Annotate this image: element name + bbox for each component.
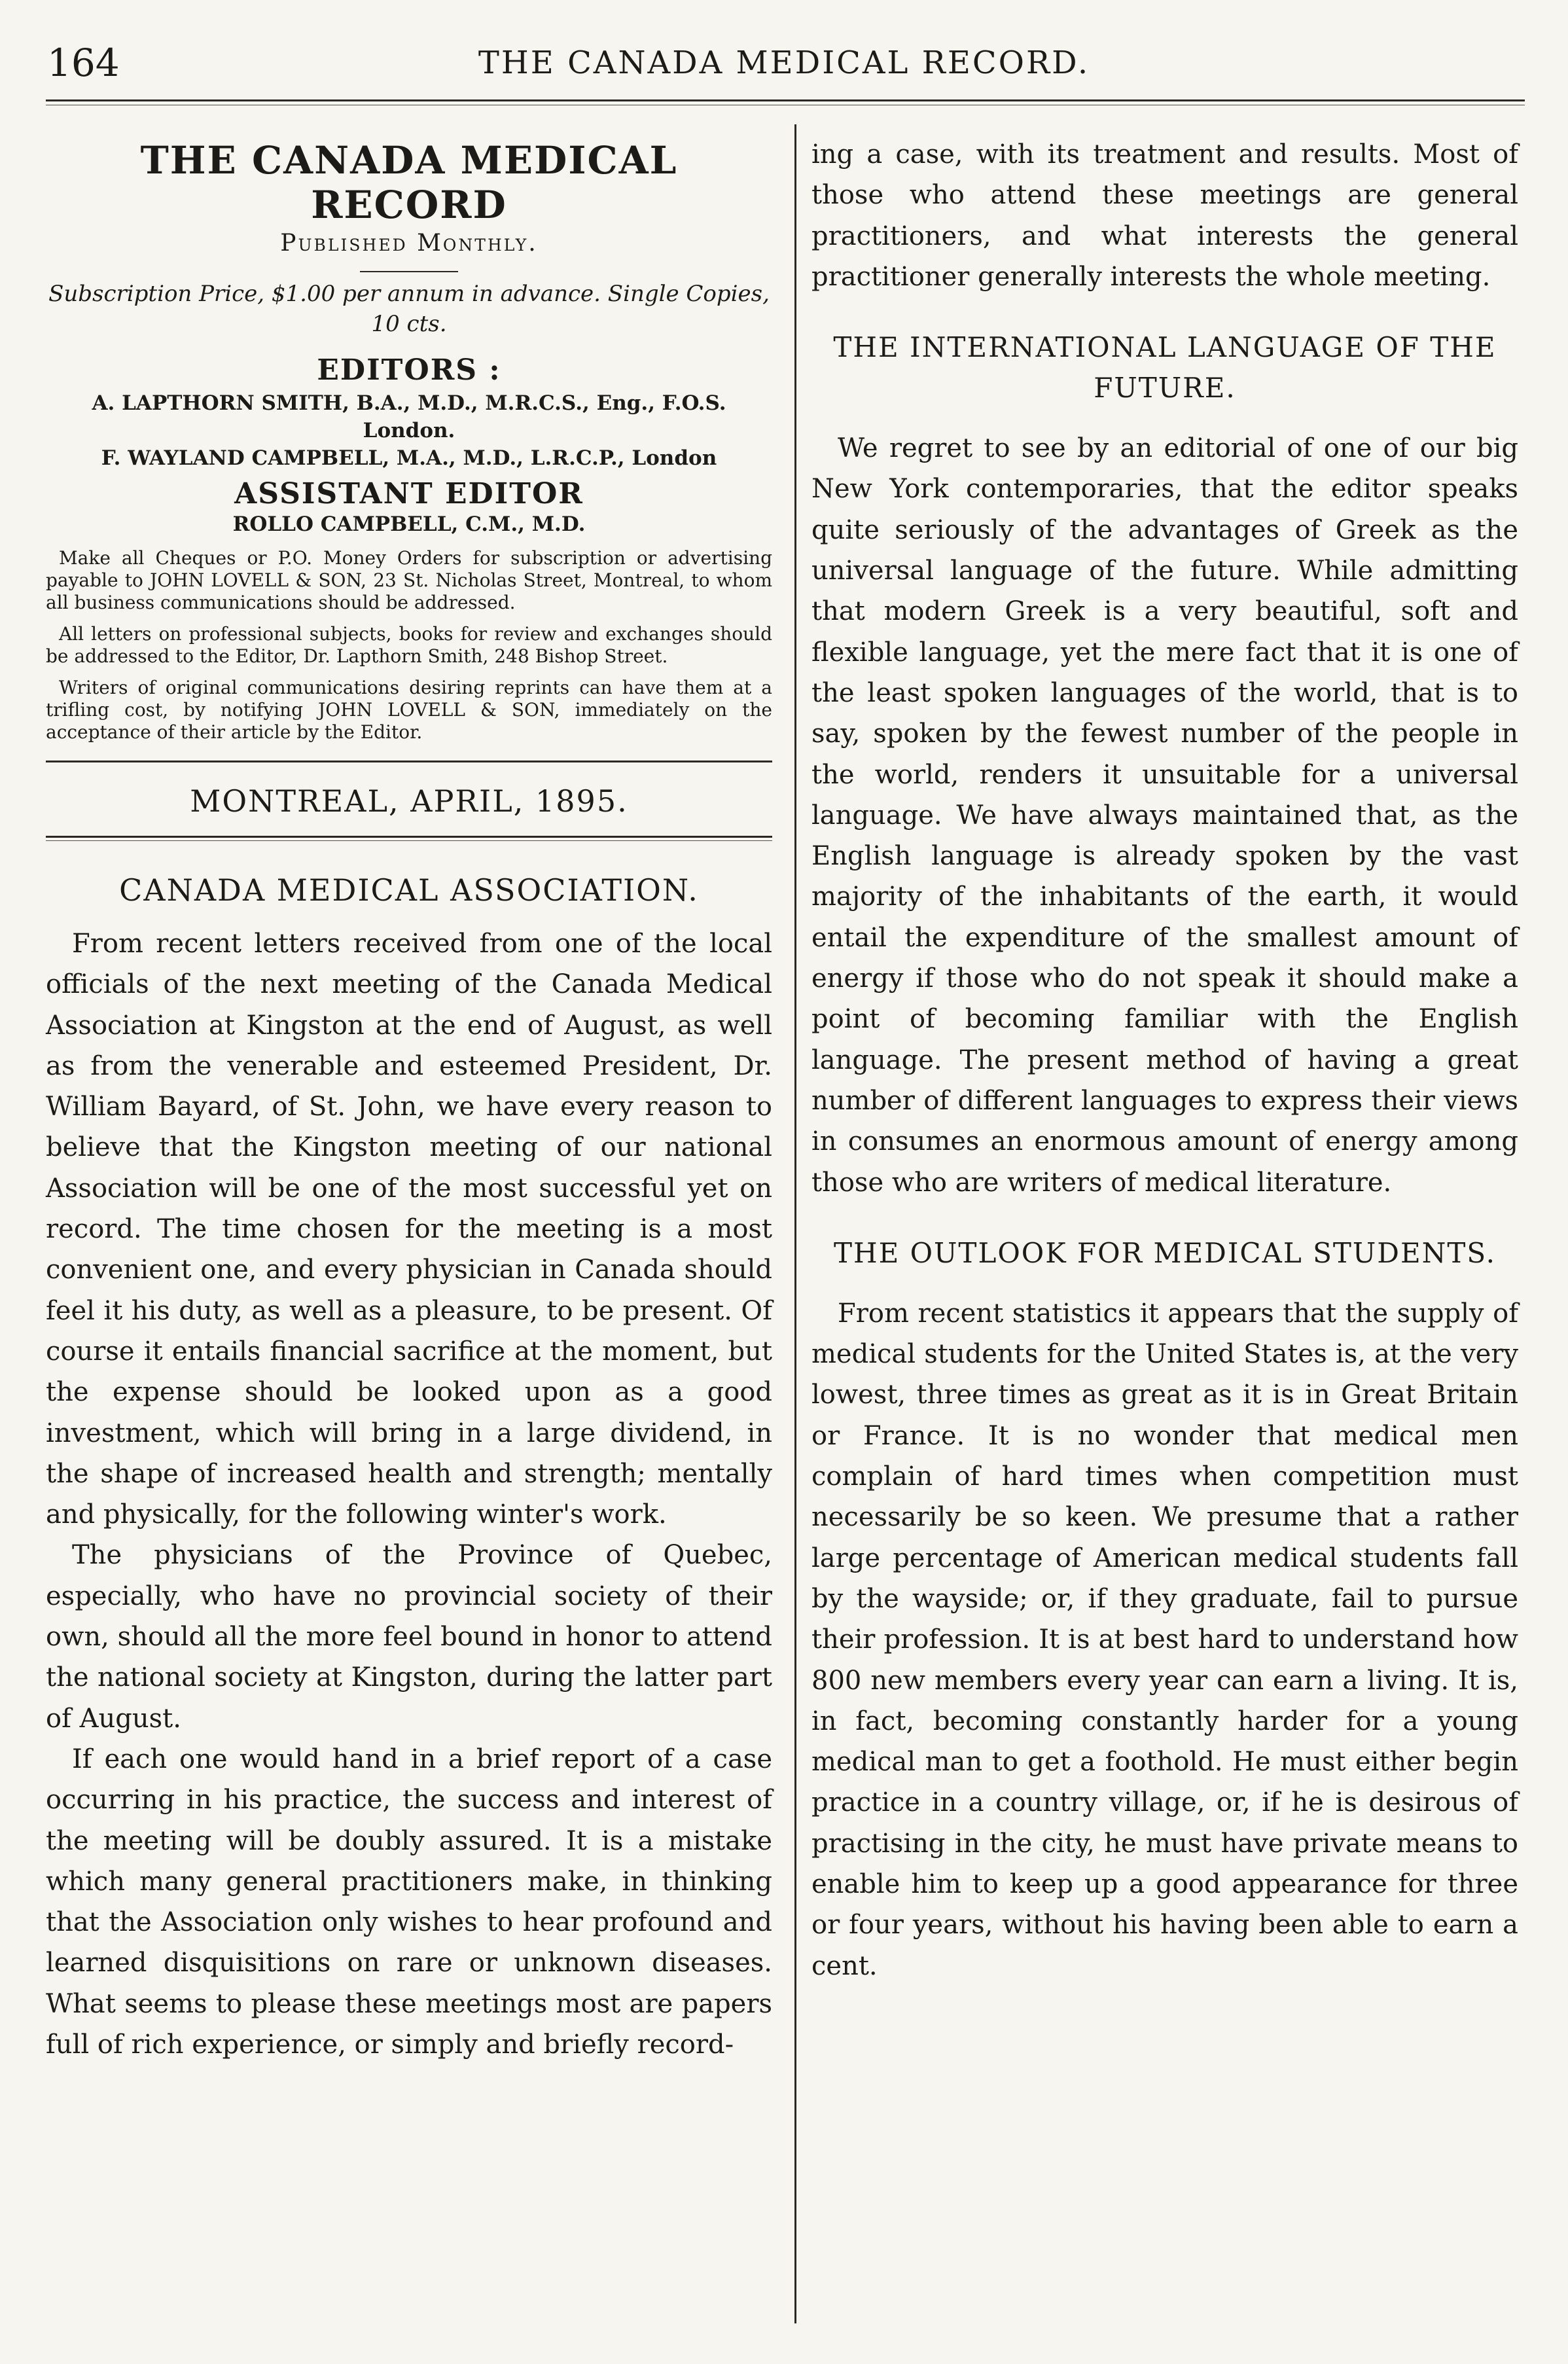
dateline: MONTREAL, APRIL, 1895. [190, 783, 628, 819]
column-divider [794, 124, 796, 2323]
running-title: THE CANADA MEDICAL RECORD. [478, 45, 1090, 81]
masthead-title: THE CANADA MEDICAL RECORD [140, 138, 678, 227]
article-continuation: ing a case, with its treatment and results. Most of those who attend these meetings are general practitioners, and what interests the general practitioner generally interests the whole meeting. [811, 139, 1518, 292]
masthead-subtitle: Published Monthly. [280, 230, 538, 257]
article-canada-medical-association [46, 871, 772, 2065]
editor-lapthorn-smith: A. LAPTHORN SMITH, B.A., M.D., M.R.C.S., Eng., F.O.S. London. [92, 391, 726, 442]
dateline-rule [46, 836, 772, 838]
dateline-rule-thin [46, 840, 772, 841]
page-number: 164 [47, 41, 120, 85]
notices [46, 547, 772, 743]
article-international-language [811, 327, 1518, 1203]
subscription-price: Subscription Price, $1.00 per annum in advance. Single Copies, 10 cts. [48, 281, 770, 337]
assistant-editor-heading: ASSISTANT EDITOR [234, 477, 584, 510]
notice-payment: Make all Cheques or P.O. Money Orders for subscription or advertising payable to JOHN LOVELL & SON, 23 St. Nicholas Street, Montreal, to whom all business communications should be addressed. [46, 547, 772, 613]
article-heading: THE OUTLOOK FOR MEDICAL STUDENTS. [833, 1236, 1497, 1269]
assistant-editor-name: ROLLO CAMPBELL, C.M., M.D. [232, 512, 586, 536]
masthead [46, 138, 772, 538]
running-header [41, 41, 1527, 99]
article-paragraph: The physicians of the Province of Quebec, especially, who have no provincial society of their own, should all the more feel bound in honor to attend the national society at Kingston, during the latter part of August. [46, 1540, 772, 1734]
article-paragraph: We regret to see by an editorial of one of our big New York contemporaries, that the editor speaks quite seriously of the advantages of Greek as the universal language of the future. While admitting that modern Greek is a very beautiful, soft and flexible language, yet the mere fact that it is one of the least spoken languages of the world, that is to say, spoken by the fewest number of the people in the world, renders it unsuitable for a universal language. We have always maintained that, as the English language is already spoken by the vast majority of the inhabitants of the earth, it would entail the expenditure of the smallest amount of energy if those who do not speak it should make a point of becoming familiar with the English language. The present method of having a great number of different languages to express their views in consumes an enormous amount of energy among those who are writers of medical literature. [811, 433, 1518, 1198]
article-paragraph: From recent letters received from one of the local officials of the next meeting of the Canada Medical Association at Kingston at the end of August, as well as from the venerable and esteemed President, Dr. William Bayard, of St. John, we have every reason to believe that the Kingston meeting of our national Association will be one of the most successful yet on record. The time chosen for the meeting is a most convenient one, and every physician in Canada should feel it his duty, as well as a pleasure, to be present. Of course it entails financial sacrifice at the moment, but the expense should be looked upon as a good investment, which will bring in a large dividend, in the shape of increased health and strength; mentally and physically, for the following winter's work. [46, 929, 772, 1530]
header-rule [46, 99, 1525, 101]
article-heading: CANADA MEDICAL ASSOCIATION. [119, 872, 699, 908]
masthead-rule [360, 271, 458, 272]
article-heading: THE INTERNATIONAL LANGUAGE OF THE FUTURE. [833, 331, 1497, 404]
editor-wayland-campbell: F. WAYLAND CAMPBELL, M.A., M.D., L.R.C.P., London [101, 446, 717, 470]
article-paragraph: From recent statistics it appears that the supply of medical students for the United States is, at the very lowest, three times as great as it is in Great Britain or France. It is no wonder that medical men complain of hard times when competition must necessarily be so keen. We presume that a rather large percentage of American medical students fall by the wayside; or, if they graduate, fail to pursue their profession. It is at best hard to understand how 800 new members every year can earn a living. It is, in fact, becoming constantly harder for a young medical man to get a foothold. He must either begin practice in a country village, or, if he is desirous of practising in the city, he must have private means to enable him to keep up a good appearance for three or four years, without his having been able to earn a cent. [811, 1298, 1518, 1981]
article-outlook-medical-students [811, 1233, 1518, 1986]
right-column [811, 134, 1518, 1986]
editors-heading: EDITORS : [317, 353, 501, 387]
notice-letters: All letters on professional subjects, books for review and exchanges should be addressed to the Editor, Dr. Lapthorn Smith, 248 Bishop Street. [46, 623, 772, 667]
article-paragraph: If each one would hand in a brief report of a case occurring in his practice, the success and interest of the meeting will be doubly assured. It is a mistake which many general practitioners make, in thinking that the Association only wishes to hear profound and learned disquisitions on rare or unknown diseases. What seems to please these meetings most are papers full of rich experience, or simply and briefly record- [46, 1744, 772, 2060]
notice-reprints: Writers of original communications desiring reprints can have them at a trifling cost, by notifying JOHN LOVELL & SON, immediately on the acceptance of their article by the Editor. [46, 677, 772, 743]
notice-rule [46, 761, 772, 762]
left-column [46, 134, 772, 2065]
